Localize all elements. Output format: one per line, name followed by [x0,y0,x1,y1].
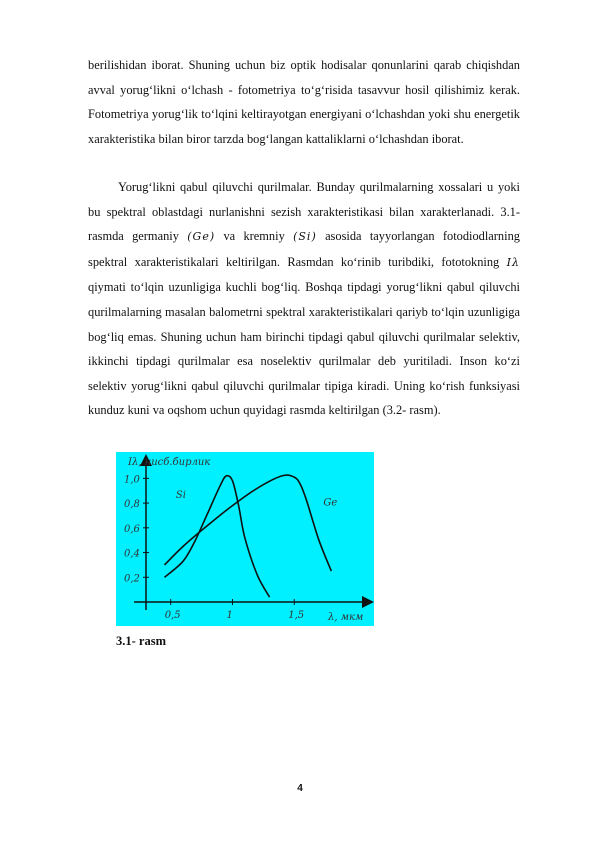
series-label-si: Si [175,490,186,502]
x-tick-label: 1 [226,610,233,621]
x-tick-label: 1,5 [288,610,305,621]
y-axis-label: Iλ, нисб.бирлик [128,457,211,468]
y-tick-label: 1,0 [124,474,140,486]
paragraph-2-part-1: Yorug‘likni qabul qiluvchi qurilmalar. Bunday qurilmalarning xossalari u yoki bu spektral oblastdagi nurlanishni sezish xarakteristikasi bilan xarakterlanadi. 3.1-rasmda germaniy [88,180,520,244]
series-label-ge: Ge [323,497,338,509]
ge-symbol: (Ge) [187,230,216,244]
paragraph-2-part-4: qiymati to‘lqin uzunligiga kuchli bog‘liq. Boshqa tipdagi yorug‘likni qabul qiluvchi qurilmalarning masalan balometrni spektral xarakteristikalari qariyb to‘lqin uzunligiga bog‘liq emas. Shuning uchun ham birinchi tipdagi qabul qiluvchi qurilmalar selektiv, ikkinchi tipdagi qurilmalar esa noselektiv qurilmalar deb yuritiladi. Inson ko‘zi selektiv yorug‘likni qabul qiluvchi qurilmalar tipiga kiradi. Uning ko‘rish funksiyasi kunduz kuni va oqshom uchun quyidagi rasmda keltirilgan (3.2- rasm). [88,280,520,418]
y-tick-label: 0,6 [124,523,140,535]
chart-canvas [116,452,374,626]
figure-caption: 3.1- rasm [116,634,166,648]
paragraph-1: berilishidan iborat. Shuning uchun biz optik hodisalar qonunlarini qarab chiqishdan avval yorug‘likni o‘lchash - fotometriya to‘g‘risida tasavvur hosil qilishimiz kerak. Fotometriya yorug‘lik to‘lqini keltirayotgan energiyani o‘lchashdan yoki shu energetik xarakteristika bilan biror tarzda bog‘langan kattaliklarni o‘lchashdan iborat. [88,58,520,146]
x-axis-label: λ, мкм [328,612,364,623]
i-lambda-symbol: Iλ [506,255,520,269]
paragraph-2-part-2: va kremniy [223,229,285,244]
page-number: 4 [297,783,303,794]
y-tick-label: 0,2 [124,573,140,585]
series-line-ge [165,475,332,571]
y-tick-label: 0,4 [124,548,140,560]
y-tick-label: 0,8 [124,499,140,511]
spectral-chart [116,452,374,626]
x-tick-label: 0,5 [164,610,181,621]
si-symbol: (Si) [293,230,317,244]
paragraph-2 [88,175,520,423]
paragraph-2-part-3: asosida tayyorlangan fotodiodlarning spektral xarakteristikalari keltirilgan. Rasmdan ko‘rinib turibdiki, fototokning [88,229,520,269]
